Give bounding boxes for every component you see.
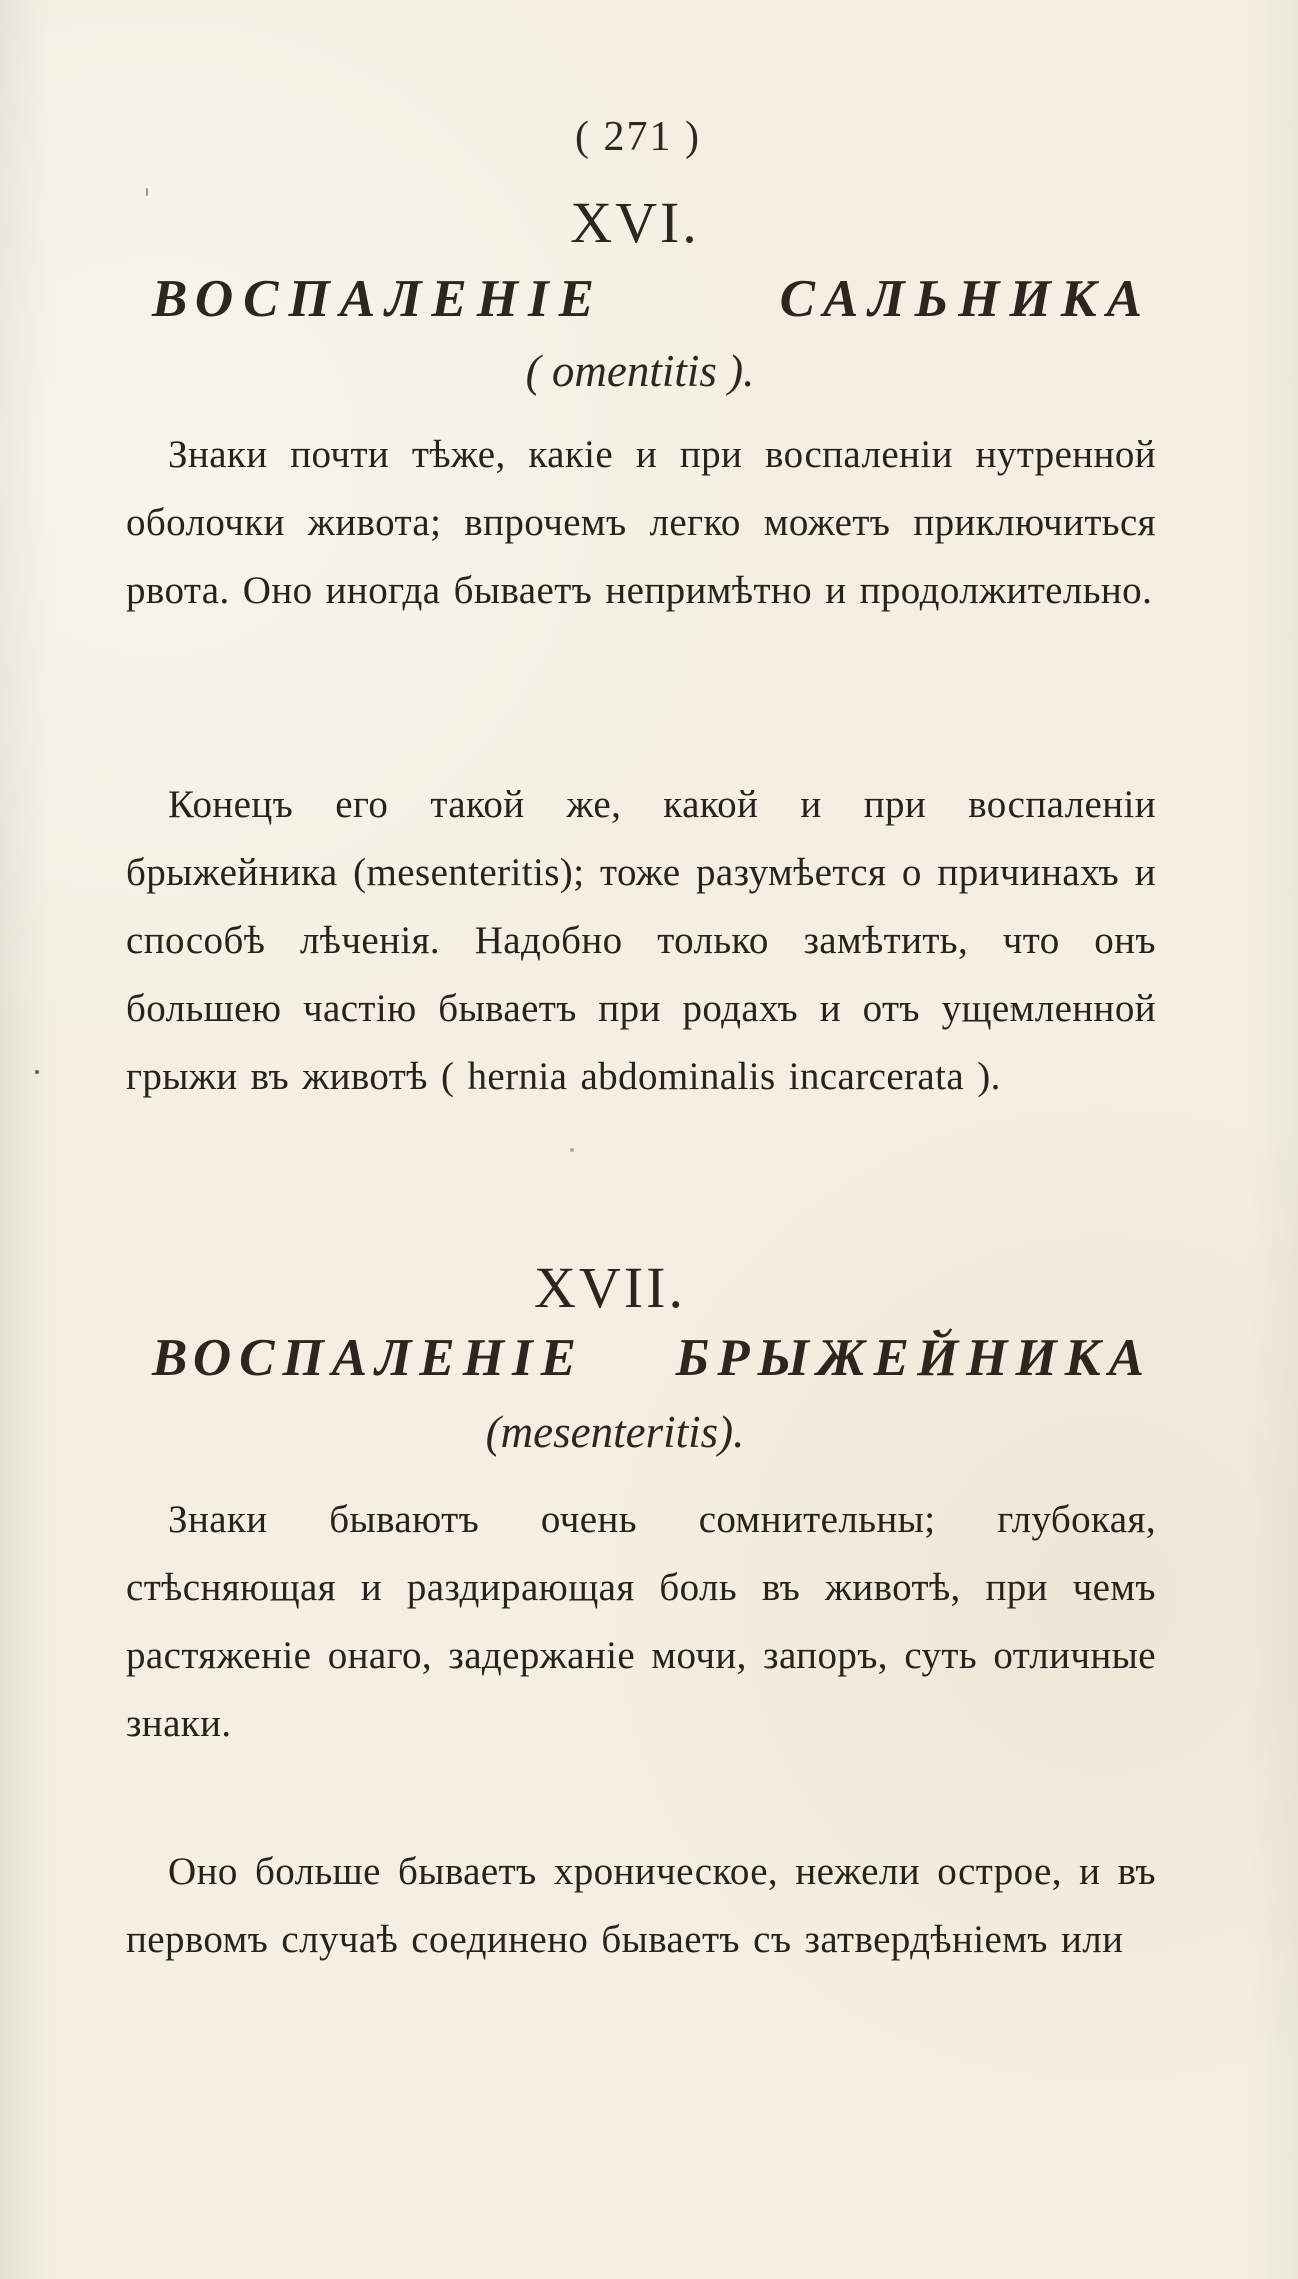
- section-number-xvi: XVI.: [570, 190, 700, 255]
- section-number-xvii: XVII.: [534, 1255, 686, 1320]
- paragraph-text: Оно больше бываетъ хроническое, нежели острое, и въ первомъ случаѣ соединено бываетъ съ затвердѣніемъ или: [126, 1850, 1156, 1961]
- ink-speck: [35, 1070, 39, 1074]
- paragraph: [126, 1838, 1156, 1974]
- page-number: ( 271 ): [575, 114, 701, 160]
- ink-speck: [570, 1148, 574, 1152]
- section-subtitle-mesenteritis: (mesenteritis).: [485, 1407, 745, 1457]
- paragraph: [126, 771, 1156, 1111]
- paragraph-text: Конецъ его такой же, какой и при воспаленіи брыжейника (mesenteritis); тоже разумѣется о причинахъ и способѣ лѣченія. Надобно только замѣтить, что онъ большею частію бываетъ при родахъ и отъ ущемленной грыжи въ животѣ ( hernia abdominalis incarcerata ).: [126, 783, 1156, 1098]
- paragraph: [126, 1486, 1156, 1758]
- section-title-mesenteritis: ВОСПАЛЕНІЕ БРЫЖЕЙНИКА: [152, 1329, 1152, 1387]
- paragraph-text: Знаки бываютъ очень сомнительны; глубокая, стѣсняющая и раздирающая боль въ животѣ, при чемъ растяженіе онаго, задержаніе мочи, запоръ, суть отличные знаки.: [126, 1498, 1156, 1745]
- section-subtitle-omentitis: ( omentitis ).: [525, 346, 755, 396]
- section-title-omentitis: ВОСПАЛЕНІЕ САЛЬНИКА: [152, 270, 1152, 328]
- paragraph-text: Знаки почти тѣже, какіе и при воспаленіи нутренной оболочки живота; впрочемъ легко можетъ приключиться рвота. Оно иногда бываетъ непримѣтно и продолжительно.: [126, 433, 1156, 612]
- ink-mark: [146, 188, 148, 196]
- paragraph: [126, 421, 1156, 625]
